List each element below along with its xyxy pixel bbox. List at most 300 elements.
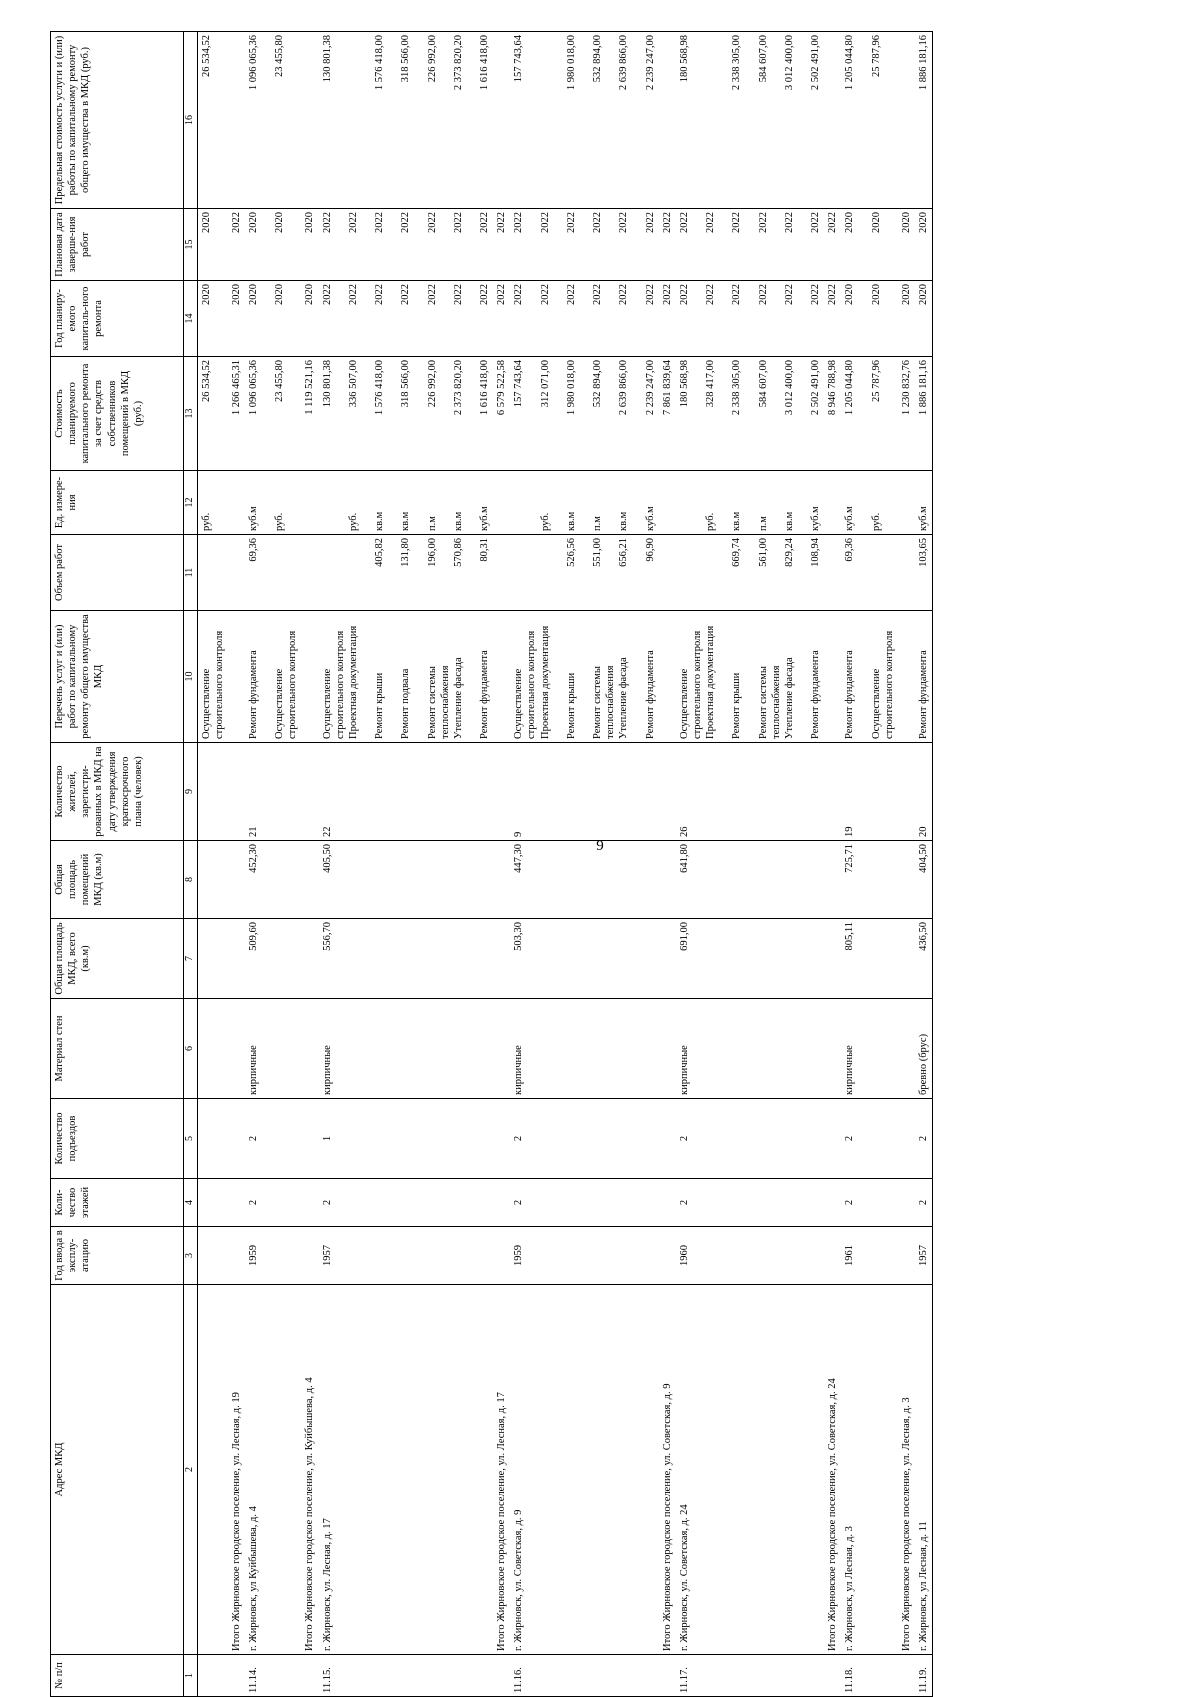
cell-line: строительного контроля (691, 630, 703, 739)
cell-line: 1 205 044,80 (844, 360, 856, 416)
cell-residents (659, 743, 676, 841)
cell-line: 2 502 491,00 (810, 35, 821, 91)
cell-line (770, 284, 783, 353)
cell-line: 1 266 465,31 (230, 360, 242, 416)
cell-volume (197, 535, 228, 611)
cell-line: 2022 (479, 284, 490, 305)
cell-walls (824, 999, 841, 1099)
cell-line (412, 360, 425, 467)
cell-line: 2022 (479, 212, 490, 233)
cell-line (303, 538, 316, 607)
cell-line: 25 787,96 (870, 35, 882, 77)
cell-line: Проектная документация (705, 625, 716, 739)
cell-line (661, 614, 674, 739)
cell-entrances (301, 1099, 318, 1179)
cell-cap-year (898, 281, 915, 357)
cell-line (743, 35, 756, 205)
cell-address: г. Жирновск, ул Лесная, д. 3 (841, 1285, 898, 1655)
cell-num (228, 1655, 245, 1697)
cell-cap-year (493, 281, 510, 357)
cell-unit (841, 471, 898, 535)
cell-line: 69,36 (844, 538, 856, 562)
cell-line (661, 538, 674, 607)
capital-repair-plan-table (50, 31, 933, 1697)
cell-line: 2022 (618, 284, 630, 305)
cell-line: 26 534,52 (200, 360, 212, 402)
capital-repair-plan-sheet (50, 32, 1162, 1697)
cell-line (743, 212, 756, 277)
column-header-8: Общая площадь помещений МКД (кв.м) (51, 841, 184, 919)
cell-line: 2022 (757, 212, 769, 233)
table-subtotal-row (228, 32, 245, 1697)
cell-line (717, 35, 730, 205)
cell-entrances: 2 (841, 1099, 898, 1179)
cell-line: 130 801,38 (321, 35, 333, 83)
cell-line (578, 538, 591, 607)
table-subtotal-row (898, 32, 915, 1697)
cell-line: 2 639 866,00 (618, 360, 630, 416)
cell-line (796, 474, 809, 531)
cell-limit (841, 32, 898, 209)
cell-line (704, 35, 717, 205)
cell-cap-year (824, 281, 841, 357)
column-number-4: 4 (184, 1179, 198, 1227)
cell-line: Ремонт фундамента (810, 650, 821, 739)
cell-line (360, 474, 373, 531)
cell-line (465, 35, 478, 205)
cell-line: Ремонт крыши (565, 672, 577, 739)
cell-floors: 2 (841, 1179, 898, 1227)
page-number: 9 (596, 838, 604, 854)
cell-line (743, 474, 756, 531)
cell-address: г. Жирновск, ул Лесная, д. 11 (915, 1285, 933, 1655)
cell-area-rooms (301, 841, 318, 919)
cell-line (604, 284, 617, 353)
cell-year: 1957 (915, 1227, 933, 1285)
column-header-3: Год ввода в эксплу-атацию (51, 1227, 184, 1285)
cell-area-total: 503,30 (510, 919, 658, 999)
cell-line: 2022 (426, 212, 438, 233)
cell-line (334, 35, 347, 205)
cell-walls (197, 999, 228, 1099)
cell-line: Ремонт фундамента (479, 650, 490, 739)
cell-line: 318 566,00 (400, 360, 412, 408)
cell-line: куб.м (247, 506, 259, 531)
cell-limit (493, 32, 510, 209)
cell-line (439, 212, 452, 277)
column-number-15: 15 (184, 209, 198, 281)
column-header-1: № п/п (51, 1655, 184, 1697)
cell-line: 532 894,00 (592, 35, 603, 83)
cell-line (386, 614, 399, 739)
cell-line (465, 360, 478, 467)
cell-line (796, 360, 809, 467)
cell-line (552, 360, 565, 467)
cell-line (796, 212, 809, 277)
cell-line: 2022 (644, 284, 656, 305)
cell-unit (824, 471, 841, 535)
cell-line (525, 212, 538, 277)
cell-end-year (824, 209, 841, 281)
cell-walls (898, 999, 915, 1099)
cell-walls: кирпичные (676, 999, 824, 1099)
cell-line: руб. (200, 512, 212, 531)
cell-entrances: 2 (676, 1099, 824, 1179)
cell-volume (676, 535, 824, 611)
cell-line (826, 538, 839, 607)
cell-line: 2022 (374, 284, 385, 305)
cell-end-year (510, 209, 658, 281)
cell-line: 180 568,98 (678, 35, 690, 83)
cell-line: 2022 (705, 212, 716, 233)
cell-line (539, 35, 552, 205)
cell-volume (915, 535, 933, 611)
cell-num (659, 1655, 676, 1697)
cell-line: 1 119 521,16 (304, 360, 316, 415)
cell-line: 1 980 018,00 (565, 360, 577, 416)
cell-num: 11.18. (841, 1655, 898, 1697)
cell-walls: бревно (брус) (915, 999, 933, 1099)
cell-line: 2020 (247, 212, 259, 233)
cell-residents (824, 743, 841, 841)
cell-line: 526,56 (565, 538, 577, 567)
cell-address: Итого Жирновское городское поселение, ул. Лесная, д. 17 (493, 1285, 510, 1655)
cell-limit (676, 32, 824, 209)
cell-line: 23 455,80 (274, 360, 286, 402)
table-row (915, 32, 933, 1697)
cell-cost (824, 357, 841, 471)
cell-line (334, 360, 347, 467)
cell-line (495, 35, 508, 205)
cell-line: кв.м (374, 511, 385, 531)
cell-line (826, 35, 839, 205)
cell-line: 8 946 788,98 (827, 360, 839, 416)
cell-line (525, 284, 538, 353)
cell-entrances: 2 (510, 1099, 658, 1179)
cell-area-total: 436,50 (915, 919, 933, 999)
cell-line (260, 212, 273, 277)
cell-floors (228, 1179, 245, 1227)
cell-cap-year (197, 281, 228, 357)
cell-line: 2 338 305,00 (731, 35, 743, 91)
cell-line (334, 212, 347, 277)
column-header-4: Коли-чество этажей (51, 1179, 184, 1227)
cell-works (898, 611, 915, 743)
cell-line: 2020 (304, 284, 316, 305)
cell-address: Итого Жирновское городское поселение, ул. Советская, д. 24 (824, 1285, 841, 1655)
cell-line (900, 35, 913, 205)
cell-end-year (841, 209, 898, 281)
table-body (197, 32, 933, 1697)
cell-cost (197, 357, 228, 471)
cell-end-year (915, 209, 933, 281)
cell-line: Ремонт фундамента (844, 650, 856, 739)
column-header-2: Адрес МКД (51, 1285, 184, 1655)
cell-line: 2022 (592, 212, 603, 233)
cell-line: Утепление фасада (618, 657, 630, 739)
cell-line (512, 474, 525, 531)
cell-line: Осуществление (870, 668, 882, 739)
cell-year: 1959 (510, 1227, 658, 1285)
column-header-9: Количество жителей, зарегистри-рованных в МКД на дату утверждения краткосрочного плана (человек) (51, 743, 184, 841)
cell-volume (228, 535, 245, 611)
column-number-8: 8 (184, 841, 198, 919)
cell-line (465, 284, 478, 353)
cell-line: 2022 (661, 284, 673, 305)
cell-unit (659, 471, 676, 535)
cell-line: п.м (592, 516, 603, 531)
cell-line (439, 35, 452, 205)
cell-line (321, 474, 334, 531)
cell-line (360, 614, 373, 739)
cell-volume (493, 535, 510, 611)
cell-entrances (824, 1099, 841, 1179)
cell-line: Утепление фасада (783, 657, 795, 739)
cell-line: 2020 (200, 212, 212, 233)
cell-line (717, 474, 730, 531)
cell-area-total: 691,00 (676, 919, 824, 999)
cell-walls: кирпичные (319, 999, 494, 1099)
column-number-6: 6 (184, 999, 198, 1099)
cell-line: Ремонт фундамента (644, 650, 656, 739)
cell-residents (898, 743, 915, 841)
cell-line: 405,82 (374, 538, 385, 567)
cell-line (260, 360, 273, 467)
cell-line (630, 538, 643, 607)
cell-line: куб.м (844, 506, 856, 531)
cell-line (630, 284, 643, 353)
cell-line: 2022 (426, 284, 438, 305)
cell-line (495, 474, 508, 531)
cell-line: Ремонт подвала (400, 668, 412, 739)
cell-line: Ремонт крыши (731, 672, 743, 739)
column-header-6: Материал стен (51, 999, 184, 1099)
cell-end-year (898, 209, 915, 281)
cell-line: 1 230 832,76 (900, 360, 912, 416)
cell-line (386, 212, 399, 277)
cell-line: 2022 (661, 212, 673, 233)
cell-line: 2022 (496, 284, 508, 305)
cell-num (197, 1655, 228, 1697)
cell-line: кв.м (452, 511, 464, 531)
cell-residents: 26 (676, 743, 824, 841)
cell-line: Осуществление (321, 668, 333, 739)
cell-line: 2022 (400, 284, 412, 305)
cell-line (691, 474, 704, 531)
cell-walls (659, 999, 676, 1099)
cell-works (493, 611, 510, 743)
cell-line: 2022 (565, 212, 577, 233)
cell-line (512, 538, 525, 607)
cell-line: 2022 (496, 212, 508, 233)
cell-line: 2022 (705, 284, 716, 305)
cell-line: 131,80 (400, 538, 412, 567)
column-number-7: 7 (184, 919, 198, 999)
cell-line: Утепление фасада (452, 657, 464, 739)
cell-num (898, 1655, 915, 1697)
column-number-14: 14 (184, 281, 198, 357)
cell-line (796, 614, 809, 739)
cell-volume (301, 535, 318, 611)
cell-line: 3 012 400,00 (783, 35, 795, 91)
cell-line: 157 743,64 (513, 360, 525, 408)
cell-unit (898, 471, 915, 535)
cell-line: куб.м (479, 506, 490, 531)
cell-line: 2020 (247, 284, 259, 305)
cell-area-total (301, 919, 318, 999)
cell-line: 2022 (783, 284, 795, 305)
cell-line (230, 538, 243, 607)
cell-line: Осуществление (678, 668, 690, 739)
header-row (51, 32, 184, 1697)
cell-works (915, 611, 933, 743)
cell-line (717, 614, 730, 739)
cell-line: 669,74 (731, 538, 743, 567)
cell-line: куб.м (917, 506, 929, 531)
cell-line: 2022 (827, 284, 839, 305)
cell-line: Ремонт фундамента (917, 650, 929, 739)
cell-line: строительного контроля (213, 630, 225, 739)
cell-line (578, 474, 591, 531)
cell-residents: 20 (915, 743, 933, 841)
cell-line (630, 474, 643, 531)
cell-line (717, 360, 730, 467)
cell-line: 2022 (783, 212, 795, 233)
cell-line (552, 212, 565, 277)
cell-line: теплоснабжения (770, 665, 782, 739)
cell-year: 1961 (841, 1227, 898, 1285)
cell-num (301, 1655, 318, 1697)
cell-year: 1960 (676, 1227, 824, 1285)
cell-floors (493, 1179, 510, 1227)
cell-line: 7 861 839,64 (661, 360, 673, 416)
cell-line (770, 474, 783, 531)
cell-end-year (228, 209, 245, 281)
cell-line: 23 455,80 (274, 35, 286, 77)
cell-line (691, 538, 704, 607)
cell-area-total: 805,11 (841, 919, 898, 999)
cell-year (493, 1227, 510, 1285)
column-number-9: 9 (184, 743, 198, 841)
cell-cost (510, 357, 658, 471)
cell-line (303, 35, 316, 205)
cell-address: Итого Жирновское городское поселение, ул. Советская, д. 9 (659, 1285, 676, 1655)
cell-year: 1957 (319, 1227, 494, 1285)
cell-end-year (676, 209, 824, 281)
cell-line (743, 360, 756, 467)
cell-end-year (301, 209, 318, 281)
column-header-10: Перечень услуг и (или) работ по капитальному ремонту общего имущества МКД (51, 611, 184, 743)
cell-line: строительного контроля (334, 630, 346, 739)
cell-walls (228, 999, 245, 1099)
cell-limit (915, 32, 933, 209)
cell-line: 584 607,00 (757, 360, 769, 408)
cell-line (495, 538, 508, 607)
cell-line: кв.м (565, 511, 577, 531)
cell-line (303, 614, 316, 739)
cell-area-rooms: 452,30 (245, 841, 302, 919)
cell-line: 2020 (844, 212, 856, 233)
column-header-13: Стоимость планируемого капитального ремонта за счет средств собственников помещений в МКД (руб.) (51, 357, 184, 471)
cell-residents: 22 (319, 743, 494, 841)
cell-line: 1 980 018,00 (565, 35, 577, 91)
cell-line: 532 894,00 (592, 360, 603, 408)
cell-line (552, 284, 565, 353)
column-header-16: Предельная стоимость услуги и (или) работы по капитальному ремонту общего имущества в МКД (руб.) (51, 32, 184, 209)
cell-line: 1 205 044,80 (844, 35, 856, 91)
table-subtotal-row (493, 32, 510, 1697)
cell-line (386, 474, 399, 531)
cell-line: 584 607,00 (757, 35, 769, 83)
cell-entrances: 2 (915, 1099, 933, 1179)
cell-limit (301, 32, 318, 209)
cell-area-total (228, 919, 245, 999)
cell-line (856, 360, 869, 467)
cell-line: 561,00 (757, 538, 769, 567)
cell-area-rooms (493, 841, 510, 919)
cell-line (743, 538, 756, 607)
table-subtotal-row (659, 32, 676, 1697)
cell-area-total (197, 919, 228, 999)
cell-line: руб. (705, 512, 716, 531)
cell-works (841, 611, 898, 743)
cell-year: 1959 (245, 1227, 302, 1285)
cell-line: 25 787,96 (870, 360, 882, 402)
cell-limit (898, 32, 915, 209)
cell-line (678, 474, 691, 531)
cell-line: 2022 (644, 212, 656, 233)
cell-line (230, 474, 243, 531)
cell-address: Итого Жирновское городское поселение, ул. Лесная, д. 19 (228, 1285, 245, 1655)
cell-line: Ремонт крыши (374, 672, 385, 739)
cell-area-total (898, 919, 915, 999)
cell-cap-year (915, 281, 933, 357)
cell-line (630, 212, 643, 277)
cell-works (245, 611, 302, 743)
cell-walls: кирпичные (510, 999, 658, 1099)
table-row (510, 32, 658, 1697)
cell-line (856, 284, 869, 353)
cell-line (412, 284, 425, 353)
cell-line (360, 284, 373, 353)
cell-line: строительного контроля (883, 630, 895, 739)
cell-line: 2020 (917, 284, 929, 305)
cell-cap-year (676, 281, 824, 357)
cell-line (604, 360, 617, 467)
cell-line: 551,00 (592, 538, 603, 567)
cell-line: 570,86 (452, 538, 464, 567)
cell-area-rooms: 641,80 (676, 841, 824, 919)
cell-num: 11.15. (319, 1655, 494, 1697)
cell-line (661, 35, 674, 205)
cell-line: 2022 (618, 212, 630, 233)
cell-floors: 2 (510, 1179, 658, 1227)
cell-entrances (659, 1099, 676, 1179)
cell-end-year (659, 209, 676, 281)
cell-line: 336 507,00 (347, 360, 359, 408)
cell-volume (898, 535, 915, 611)
cell-cost (841, 357, 898, 471)
cell-address: г. Жирновск, ул. Советская, д. 24 (676, 1285, 824, 1655)
cell-line: Проектная документация (539, 625, 551, 739)
column-number-2: 2 (184, 1285, 198, 1655)
cell-line (525, 474, 538, 531)
cell-line: 2020 (900, 212, 912, 233)
cell-line (796, 538, 809, 607)
column-number-1: 1 (184, 1655, 198, 1697)
cell-line (578, 360, 591, 467)
cell-line (717, 284, 730, 353)
